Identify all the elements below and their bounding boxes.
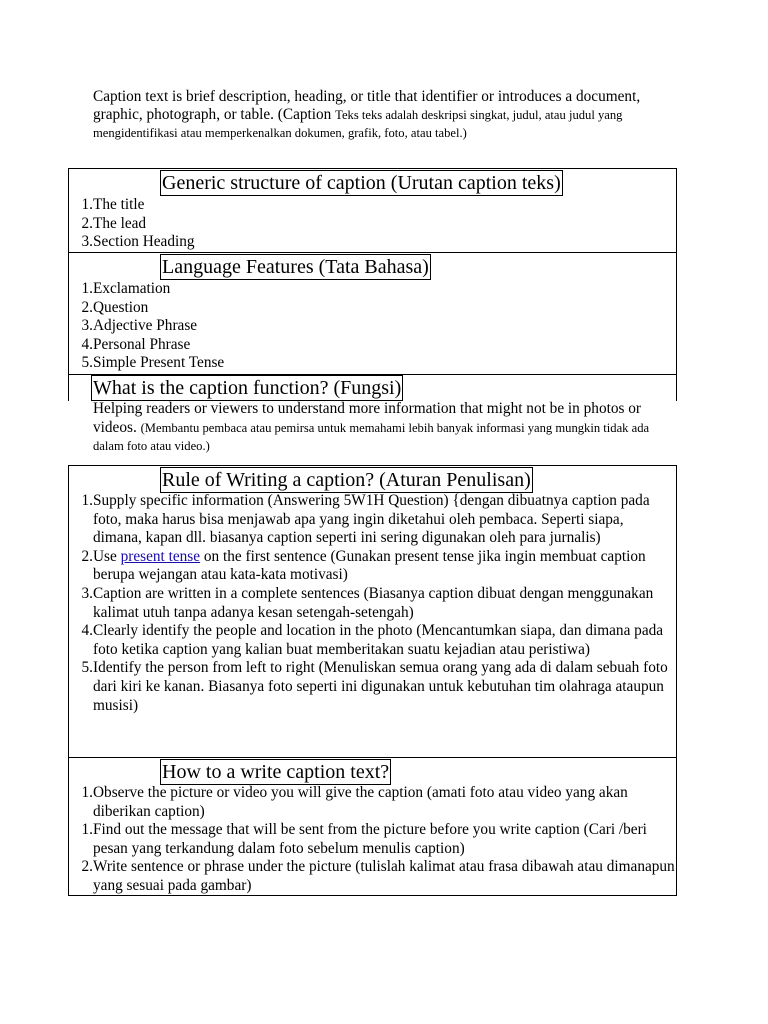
list-item: 2. The lead — [81, 214, 147, 232]
function-indonesian: (Membantu pembaca atau pemirsa untuk memahami lebih banyak informasi yang mungkin tidak ada dalam foto atau video.) — [93, 420, 650, 454]
language-list — [69, 280, 675, 373]
present-tense-link[interactable]: present tense — [120, 547, 201, 565]
function-english: Helping readers or viewers to understand more information that might not be in photos or videos. — [93, 400, 642, 436]
function-heading: What is the caption function? (Fungsi) — [93, 377, 402, 399]
list-item: 4. Personal Phrase — [81, 335, 191, 353]
howto-section — [68, 757, 677, 896]
function-paragraph — [93, 400, 673, 456]
rules-heading: Rule of Writing a caption? (Aturan Penulisan) — [162, 469, 531, 491]
intro-indonesian: Teks teks adalah deskripsi singkat, judul, atau judul yang mengidentifikasi atau memperkenalkan dokumen, grafik, foto, atau tabel.) — [93, 108, 623, 140]
intro-english: Caption text is brief description, heading, or title that identifier or introduces a document, graphic, photograph, or table. (Caption — [93, 88, 641, 123]
list-item: 1. Exclamation — [81, 280, 171, 297]
list-item: 2. Question — [81, 298, 149, 316]
intro-paragraph — [93, 88, 673, 142]
list-item: 2. Write sentence or phrase under the picture (tulislah kalimat atau frasa dibawah atau dimanapun yang sesuai pada gambar) — [81, 858, 675, 894]
list-item: 3. Adjective Phrase — [81, 317, 198, 335]
list-item: 3. Caption are written in a complete sentences (Biasanya caption dibuat dengan menggunakan kalimat utuh tanpa adanya kesan setengah-setengah) — [81, 584, 654, 621]
rules-list — [69, 492, 675, 715]
list-item: 1. Observe the picture or video you will give the caption (amati foto atau video yang akan diberikan caption) — [81, 784, 628, 820]
rules-section — [68, 465, 677, 758]
language-section — [68, 252, 677, 375]
list-item: 1. The title — [81, 196, 145, 213]
howto-heading: How to a write caption text? — [162, 761, 390, 783]
structure-section — [68, 168, 677, 253]
structure-list — [69, 196, 675, 252]
language-heading: Language Features (Tata Bahasa) — [162, 256, 429, 278]
list-item: 1. Find out the message that will be sent from the picture before you write caption (Cari /beri pesan yang terkandung dalam foto sebelum menulis caption) — [81, 821, 647, 857]
howto-list — [69, 784, 675, 896]
list-item: 3. Section Heading — [81, 233, 195, 251]
list-item: 2. Use present tense on the first sentence (Gunakan present tense jika ingin membuat caption berupa wejangan atau kata-kata motivasi) — [81, 547, 646, 584]
structure-heading: Generic structure of caption (Urutan caption teks) — [162, 172, 561, 194]
list-item: 5. Simple Present Tense — [81, 354, 225, 372]
list-item: 1. Supply specific information (Answering 5W1H Question) {dengan dibuatnya caption pada foto, maka harus bisa menjawab apa yang ingin diketahui oleh pembaca. Seperti siapa, dimana, kapan dll. biasanya caption seperti ini sering digunakan oleh para jurnalis) — [81, 492, 650, 547]
list-item: 4. Clearly identify the people and location in the photo (Mencantumkan siapa, dan dimana pada foto ketika caption yang kalian buat memberitakan suatu kejadian atau peristiwa) — [81, 622, 664, 658]
list-item: 5. Identify the person from left to right (Menuliskan semua orang yang ada di dalam sebuah foto dari kiri ke kanan. Biasanya foto seperti ini digunakan untuk kebutuhan tim olahraga ataupun musisi) — [81, 659, 668, 714]
